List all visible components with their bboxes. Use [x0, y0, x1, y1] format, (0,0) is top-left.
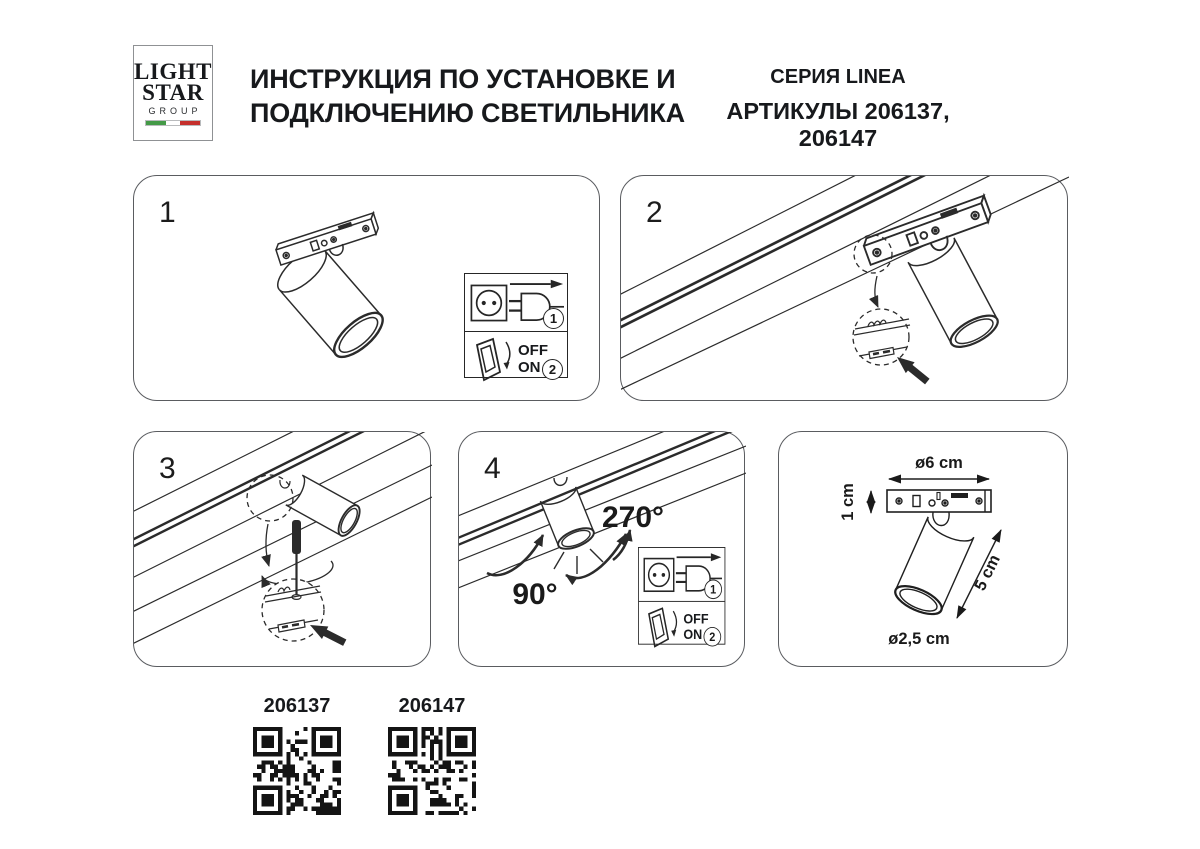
angle-270-label: 270° — [601, 501, 665, 534]
step-badge-2: 2 — [542, 359, 563, 380]
switch-icon — [643, 606, 682, 649]
switch-on-step — [465, 331, 567, 385]
lightstar-logo — [133, 45, 213, 141]
step-badge-1: 1 — [543, 308, 564, 329]
page-title — [250, 62, 685, 130]
title-line-1: ИНСТРУКЦИЯ ПО УСТАНОВКЕ И — [250, 64, 676, 94]
switch-icon — [470, 336, 516, 382]
plug-in-step — [465, 274, 567, 331]
logo-word-light: LIGHT — [134, 58, 212, 84]
step-4-number: 4 — [484, 452, 501, 485]
on-label: ON — [683, 626, 703, 643]
panel-step-4 — [458, 431, 745, 667]
off-label: OFF — [518, 342, 548, 359]
connection-steps-box — [638, 547, 725, 645]
dim-base-width-label: ø6 cm — [915, 454, 963, 472]
step-badge-1: 1 — [704, 580, 722, 600]
panel-step-2 — [620, 175, 1068, 401]
on-label: ON — [518, 359, 541, 376]
plug-in-step — [639, 548, 725, 601]
title-line-2: ПОДКЛЮЧЕНИЮ СВЕТИЛЬНИКА — [250, 98, 685, 128]
qr-label-206147: 206147 — [398, 695, 466, 717]
off-label: OFF — [683, 611, 709, 627]
article-numbers: АРТИКУЛЫ 206137, 206147 — [726, 98, 950, 151]
italian-flag-icon — [145, 120, 201, 126]
dimensions-drawing — [779, 432, 1069, 668]
logo-word-star: STAR — [142, 79, 204, 105]
series-name: СЕРИЯ LINEA — [770, 66, 906, 88]
socket-icon — [470, 283, 508, 323]
panel-step-1 — [133, 175, 600, 401]
angle-90-label: 90° — [512, 578, 558, 611]
dim-base-height-label: 1 cm — [839, 483, 857, 521]
step-3-number: 3 — [159, 452, 176, 485]
series-header — [687, 66, 989, 152]
step-2-number: 2 — [646, 196, 663, 229]
step-3-drawing-locking — [134, 432, 432, 668]
step-2-drawing-mounting — [621, 176, 1069, 402]
switch-on-step — [639, 601, 725, 651]
connection-steps-box — [464, 273, 568, 378]
dim-body-diameter-label: ø2,5 cm — [888, 630, 950, 648]
logo-word-group: GROUP — [148, 105, 202, 116]
socket-icon — [643, 556, 675, 593]
step-badge-2: 2 — [704, 627, 722, 647]
panel-dimensions — [778, 431, 1068, 667]
qr-code-206137 — [253, 727, 341, 815]
dim-body-length-label: 5 cm — [971, 551, 1004, 594]
qr-code-206147 — [388, 727, 476, 815]
panel-step-3 — [133, 431, 431, 667]
qr-label-206137: 206137 — [263, 695, 331, 717]
step-1-number: 1 — [159, 196, 176, 229]
